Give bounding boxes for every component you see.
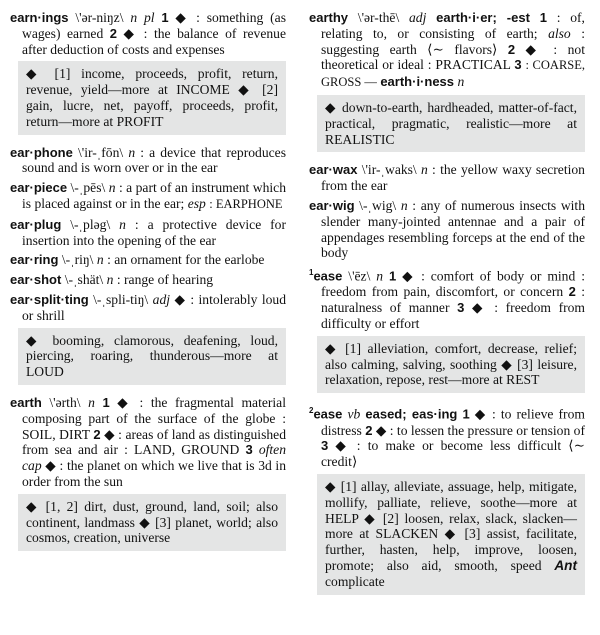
cross-reference: : EARPHONE xyxy=(209,196,283,211)
part-of-speech: n xyxy=(376,268,384,284)
sense-number: 3 xyxy=(457,300,465,316)
entry-earth xyxy=(10,395,286,490)
sense-number: 2 xyxy=(507,41,516,57)
entry-ease-noun xyxy=(309,265,585,332)
entry-earwig xyxy=(309,198,585,261)
right-column xyxy=(309,10,585,605)
part-of-speech: n xyxy=(420,162,428,178)
inflected-forms: earth·i·er; -est xyxy=(436,10,530,25)
pronunciation: \'ər-thē\ xyxy=(357,10,400,25)
part-of-speech: n xyxy=(128,144,136,160)
definition: ◆ : the balance of revenue after deduction of costs and expenses xyxy=(22,25,286,57)
pronunciation: \'ərth\ xyxy=(49,394,81,410)
sense-number: 1 xyxy=(462,406,470,422)
definition: ◆ : not theoretical or ideal : PRACTICAL xyxy=(321,41,585,73)
definition: ◆ : freedom from difficulty or effort xyxy=(321,300,585,332)
entry-earsplitting xyxy=(10,292,286,324)
part-of-speech: n xyxy=(457,74,465,90)
usage-label: often cap xyxy=(22,442,286,474)
synonym-list: ◆ [1] allay, alleviate, assuage, help, mitigate, mollify, palliate, relieve, soothe—more at HELP ◆ [2] loosen, relax, slack, slacken—more at SLACKEN ◆ [3] assist, facilitate, further, hasten, help, improve, loosen, promote; also aid, smooth, speed xyxy=(325,478,577,573)
part-of-speech: n xyxy=(119,216,126,232)
antonym-label: Ant xyxy=(554,557,577,573)
definition: ◆ : to make or become less difficult ⟨∼ credit⟩ xyxy=(321,438,585,470)
sense-number: 2 xyxy=(568,284,576,300)
synonym-box: ◆ [1, 2] dirt, dust, ground, land, soil; also continent, landmass ◆ [3] planet, world; also cosmos, creation, universe xyxy=(18,494,286,551)
definition: ◆ : something (as wages) earned xyxy=(22,10,286,41)
part-of-speech: n xyxy=(400,197,408,213)
synonym-box: ◆ down-to-earth, hardheaded, matter-of-fact, practical, pragmatic, realistic—more at REALISTIC xyxy=(317,95,585,152)
synonym-box: ◆ booming, clamorous, deafening, loud, piercing, roaring, thunderous—more at LOUD xyxy=(18,328,286,385)
headword: ear·plug xyxy=(10,216,62,232)
entry-earnings xyxy=(10,10,286,57)
pronunciation: \'ēz\ xyxy=(348,268,371,284)
sense-number: 2 xyxy=(365,422,373,438)
definition: ◆ : comfort of body or mind : freedom from pain, discomfort, or concern xyxy=(321,268,585,300)
entry-earphone xyxy=(10,145,286,177)
sense-number: 1 xyxy=(161,10,169,25)
pronunciation: \-ˌspli-tiŋ\ xyxy=(93,291,149,307)
headword: earthy xyxy=(309,10,349,25)
part-of-speech: vb xyxy=(347,406,361,422)
entry-earring xyxy=(10,252,286,268)
homograph-number: 2 xyxy=(309,406,314,416)
definition: : a part of an instrument which is placed against or in the ear; xyxy=(22,180,286,211)
pronunciation: \-ˌpēs\ xyxy=(70,180,106,196)
usage-label: also xyxy=(548,25,571,41)
definition: : COARSE, GROSS — xyxy=(321,58,585,90)
entry-ease-verb xyxy=(309,403,585,470)
headword: ease xyxy=(313,268,343,284)
headword: ease xyxy=(313,406,343,422)
synonym-box: ◆ [1] income, proceeds, profit, return, revenue, yield—more at INCOME ◆ [2] gain, lucre, net, payoff, proceeds, profit, return—more at PROFIT xyxy=(18,61,286,134)
pronunciation: \-ˌriŋ\ xyxy=(61,252,94,268)
entry-earthy xyxy=(309,10,585,91)
headword: ear·ring xyxy=(10,252,59,268)
definition: : a protective device for insertion into the opening of the ear xyxy=(22,216,287,248)
synonym-box xyxy=(317,474,585,595)
definition: ◆ : to lessen the pressure or tension of xyxy=(375,422,586,438)
part-of-speech: n xyxy=(106,272,114,288)
headword: ear·piece xyxy=(10,180,68,196)
pronunciation: \'ər-niŋz\ xyxy=(75,10,124,25)
part-of-speech: n xyxy=(96,252,104,268)
entry-earwax xyxy=(309,162,585,194)
entry-earplug xyxy=(10,217,286,249)
definition: : the yellow waxy secretion from the ear xyxy=(321,162,585,194)
sense-number: 2 xyxy=(109,25,118,41)
entry-earpiece xyxy=(10,180,286,213)
sense-number: 1 xyxy=(539,10,547,25)
part-of-speech: adj xyxy=(409,10,427,25)
definition: ◆ : intolerably loud or shrill xyxy=(22,291,286,323)
pronunciation: \-ˌpləg\ xyxy=(70,216,111,232)
pronunciation: \-ˌshät\ xyxy=(64,272,104,288)
sense-number: 1 xyxy=(389,268,397,284)
left-column xyxy=(10,10,286,561)
part-of-speech: n pl xyxy=(130,10,155,25)
antonym: complicate xyxy=(325,573,385,589)
usage-label: esp xyxy=(187,195,206,211)
headword: earth xyxy=(10,394,42,410)
entry-earshot xyxy=(10,272,286,288)
run-on-entry: earth·i·ness xyxy=(380,74,455,90)
inflected-forms: eased; eas·ing xyxy=(365,406,458,422)
headword: earn·ings xyxy=(10,10,69,25)
sense-number: 1 xyxy=(102,394,110,410)
pronunciation: \-ˌwig\ xyxy=(359,197,397,213)
definition: : of, relating to, or consisting of earth; xyxy=(321,10,585,41)
headword: ear·shot xyxy=(10,272,62,288)
sense-number: 3 xyxy=(514,57,522,73)
sense-number: 2 xyxy=(93,426,101,442)
headword: ear·split·ting xyxy=(10,291,89,307)
definition: : a device that reproduces sound and is worn over or in the ear xyxy=(22,144,286,176)
definition: : suggesting earth ⟨∼ flavors⟩ xyxy=(321,25,585,57)
homograph-number: 1 xyxy=(309,268,314,278)
definition: : range of hearing xyxy=(116,272,214,288)
headword: ear·phone xyxy=(10,144,73,160)
definition: ◆ : the fragmental material composing part of the surface of the globe : SOIL, DIRT xyxy=(22,394,286,442)
pronunciation: \'ir-ˌfōn\ xyxy=(77,144,124,160)
part-of-speech: adj xyxy=(152,291,171,307)
definition: : any of numerous insects with slender many-jointed antennae and a pair of appendages resembling forceps at the end of the body xyxy=(321,197,586,261)
pronunciation: \'ir-ˌwaks\ xyxy=(361,162,417,178)
definition: ◆ : areas of land as distinguished from sea and air : LAND, GROUND xyxy=(22,426,287,458)
part-of-speech: n xyxy=(108,180,116,196)
definition: : an ornament for the earlobe xyxy=(107,252,265,268)
part-of-speech: n xyxy=(88,394,95,410)
headword: ear·wig xyxy=(309,197,355,213)
sense-number: 3 xyxy=(245,442,253,458)
headword: ear·wax xyxy=(309,162,358,178)
definition: ◆ : to relieve from distress xyxy=(321,406,585,438)
definition: ◆ : the planet on which we live that is 3d in order from the sun xyxy=(22,458,286,489)
definition: : naturalness of manner xyxy=(321,284,585,316)
sense-number: 3 xyxy=(321,438,329,454)
synonym-box: ◆ [1] alleviation, comfort, decrease, relief; also calming, salving, soothing ◆ [3] leisure, relaxation, repose, rest—more at REST xyxy=(317,336,585,393)
